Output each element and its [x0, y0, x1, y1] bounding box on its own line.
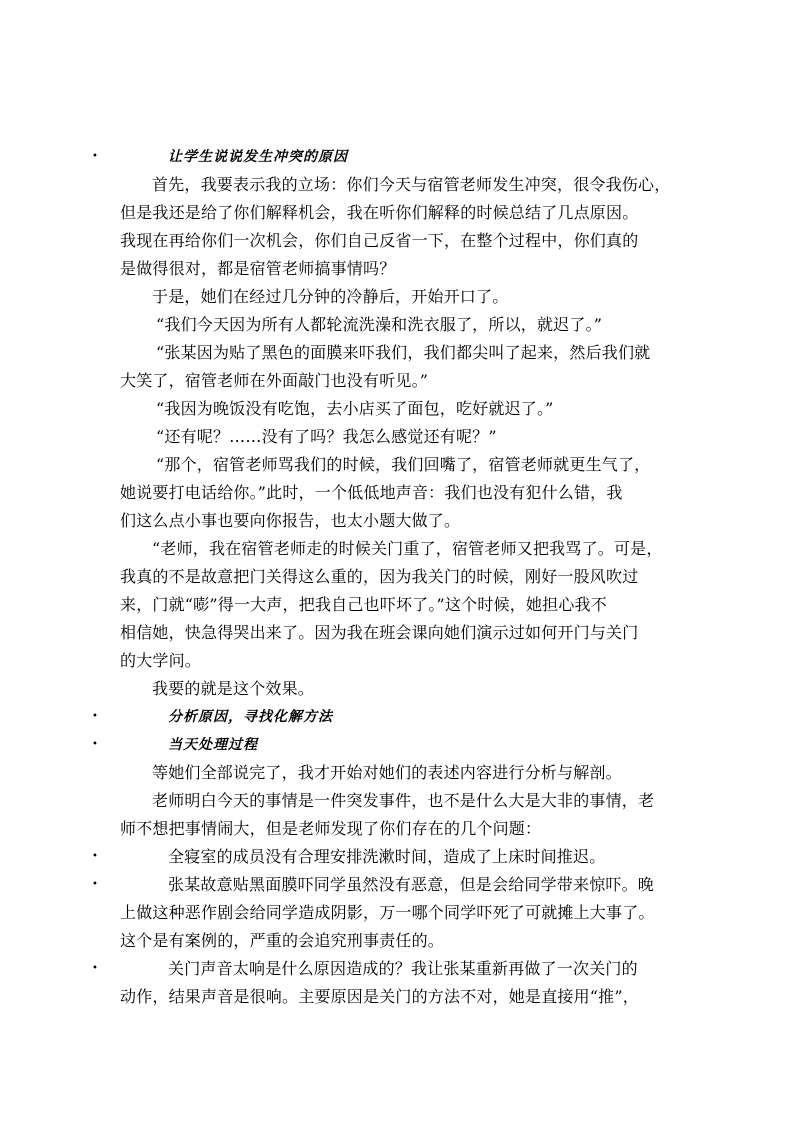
bullet-paragraph-line: 张某故意贴黑面膜吓同学虽然没有恶意，但是会给同学带来惊吓。晚	[168, 875, 655, 894]
paragraph-line: 师不想把事情闹大，但是老师发现了你们存在的几个问题：	[120, 819, 542, 838]
paragraph-line: 这个是有案例的，严重的会追究刑事责任的。	[120, 931, 445, 950]
paragraph-line: 相信她，快急得哭出来了。因为我在班会课向她们演示过如何开门与关门	[120, 623, 639, 642]
paragraph-line: 是做得很对，都是宿管老师搞事情吗？	[120, 259, 396, 278]
bullet-icon: •	[92, 851, 98, 862]
paragraph-line: 的大学问。	[120, 651, 202, 670]
paragraph-line: 老师明白今天的事情是一件突发事件，也不是什么大是大非的事情，老	[152, 791, 655, 810]
paragraph-line: 们这么点小事也要向你报告，也太小题大做了。	[120, 511, 461, 530]
paragraph-line: 她说要打电话给你。”此时，一个低低地声音：我们也没有犯什么错，我	[120, 483, 623, 502]
paragraph-line: 我要的就是这个效果。	[152, 679, 315, 698]
paragraph-line: 大笑了，宿管老师在外面敲门也没有听见。”	[120, 371, 429, 390]
paragraph-line: “那个，宿管老师骂我们的时候，我们回嘴了，宿管老师就更生气了，	[156, 455, 651, 474]
paragraph-line: “我们今天因为所有人都轮流洗澡和洗衣服了，所以，就迟了。”	[156, 315, 603, 334]
paragraph-line: “老师，我在宿管老师走的时候关门重了，宿管老师又把我骂了。可是，	[152, 539, 663, 558]
paragraph-line: 来，门就“嘭”得一大声，把我自己也吓坏了。”这个时候，她担心我不	[120, 595, 607, 614]
paragraph-line: 我真的不是故意把门关得这么重的，因为我关门的时候，刚好一股风吹过	[120, 567, 639, 586]
bullet-paragraph-line: 关门声音太响是什么原因造成的？我让张某重新再做了一次关门的	[168, 959, 638, 978]
paragraph-line: 首先，我要表示我的立场：你们今天与宿管老师发生冲突，很令我伤心，	[152, 175, 671, 194]
bullet-paragraph-line: 全寝室的成员没有合理安排洗漱时间，造成了上床时间推迟。	[168, 847, 606, 866]
paragraph-line: “我因为晚饭没有吃饱，去小店买了面包，吃好就迟了。”	[156, 399, 554, 418]
paragraph-line: 于是，她们在经过几分钟的冷静后，开始开口了。	[152, 287, 509, 306]
section-heading: 分析原因，寻找化解方法	[168, 709, 333, 725]
bullet-icon: •	[92, 739, 98, 750]
section-heading: 让学生说说发生冲突的原因	[168, 149, 348, 165]
bullet-icon: •	[92, 879, 98, 890]
paragraph-line: 上做这种恶作剧会给同学造成阴影，万一哪个同学吓死了可就摊上大事了。	[120, 903, 655, 922]
paragraph-line: “还有呢？……没有了吗？我怎么感觉还有呢？”	[156, 427, 497, 446]
paragraph-line: “张某因为贴了黑色的面膜来吓我们，我们都尖叫了起来，然后我们就	[156, 343, 651, 362]
bullet-icon: •	[92, 151, 98, 162]
paragraph-line: 但是我还是给了你们解释机会，我在听你们解释的时候总结了几点原因。	[120, 203, 639, 222]
paragraph-line: 我现在再给你们一次机会，你们自己反省一下，在整个过程中，你们真的	[120, 231, 639, 250]
bullet-icon: •	[92, 963, 98, 974]
section-heading: 当天处理过程	[168, 737, 258, 753]
paragraph-line: 等她们全部说完了，我才开始对她们的表述内容进行分析与解剖。	[152, 763, 622, 782]
bullet-icon: •	[92, 711, 98, 722]
paragraph-line: 动作，结果声音是很响。主要原因是关门的方法不对，她是直接用“推”，	[120, 987, 639, 1006]
